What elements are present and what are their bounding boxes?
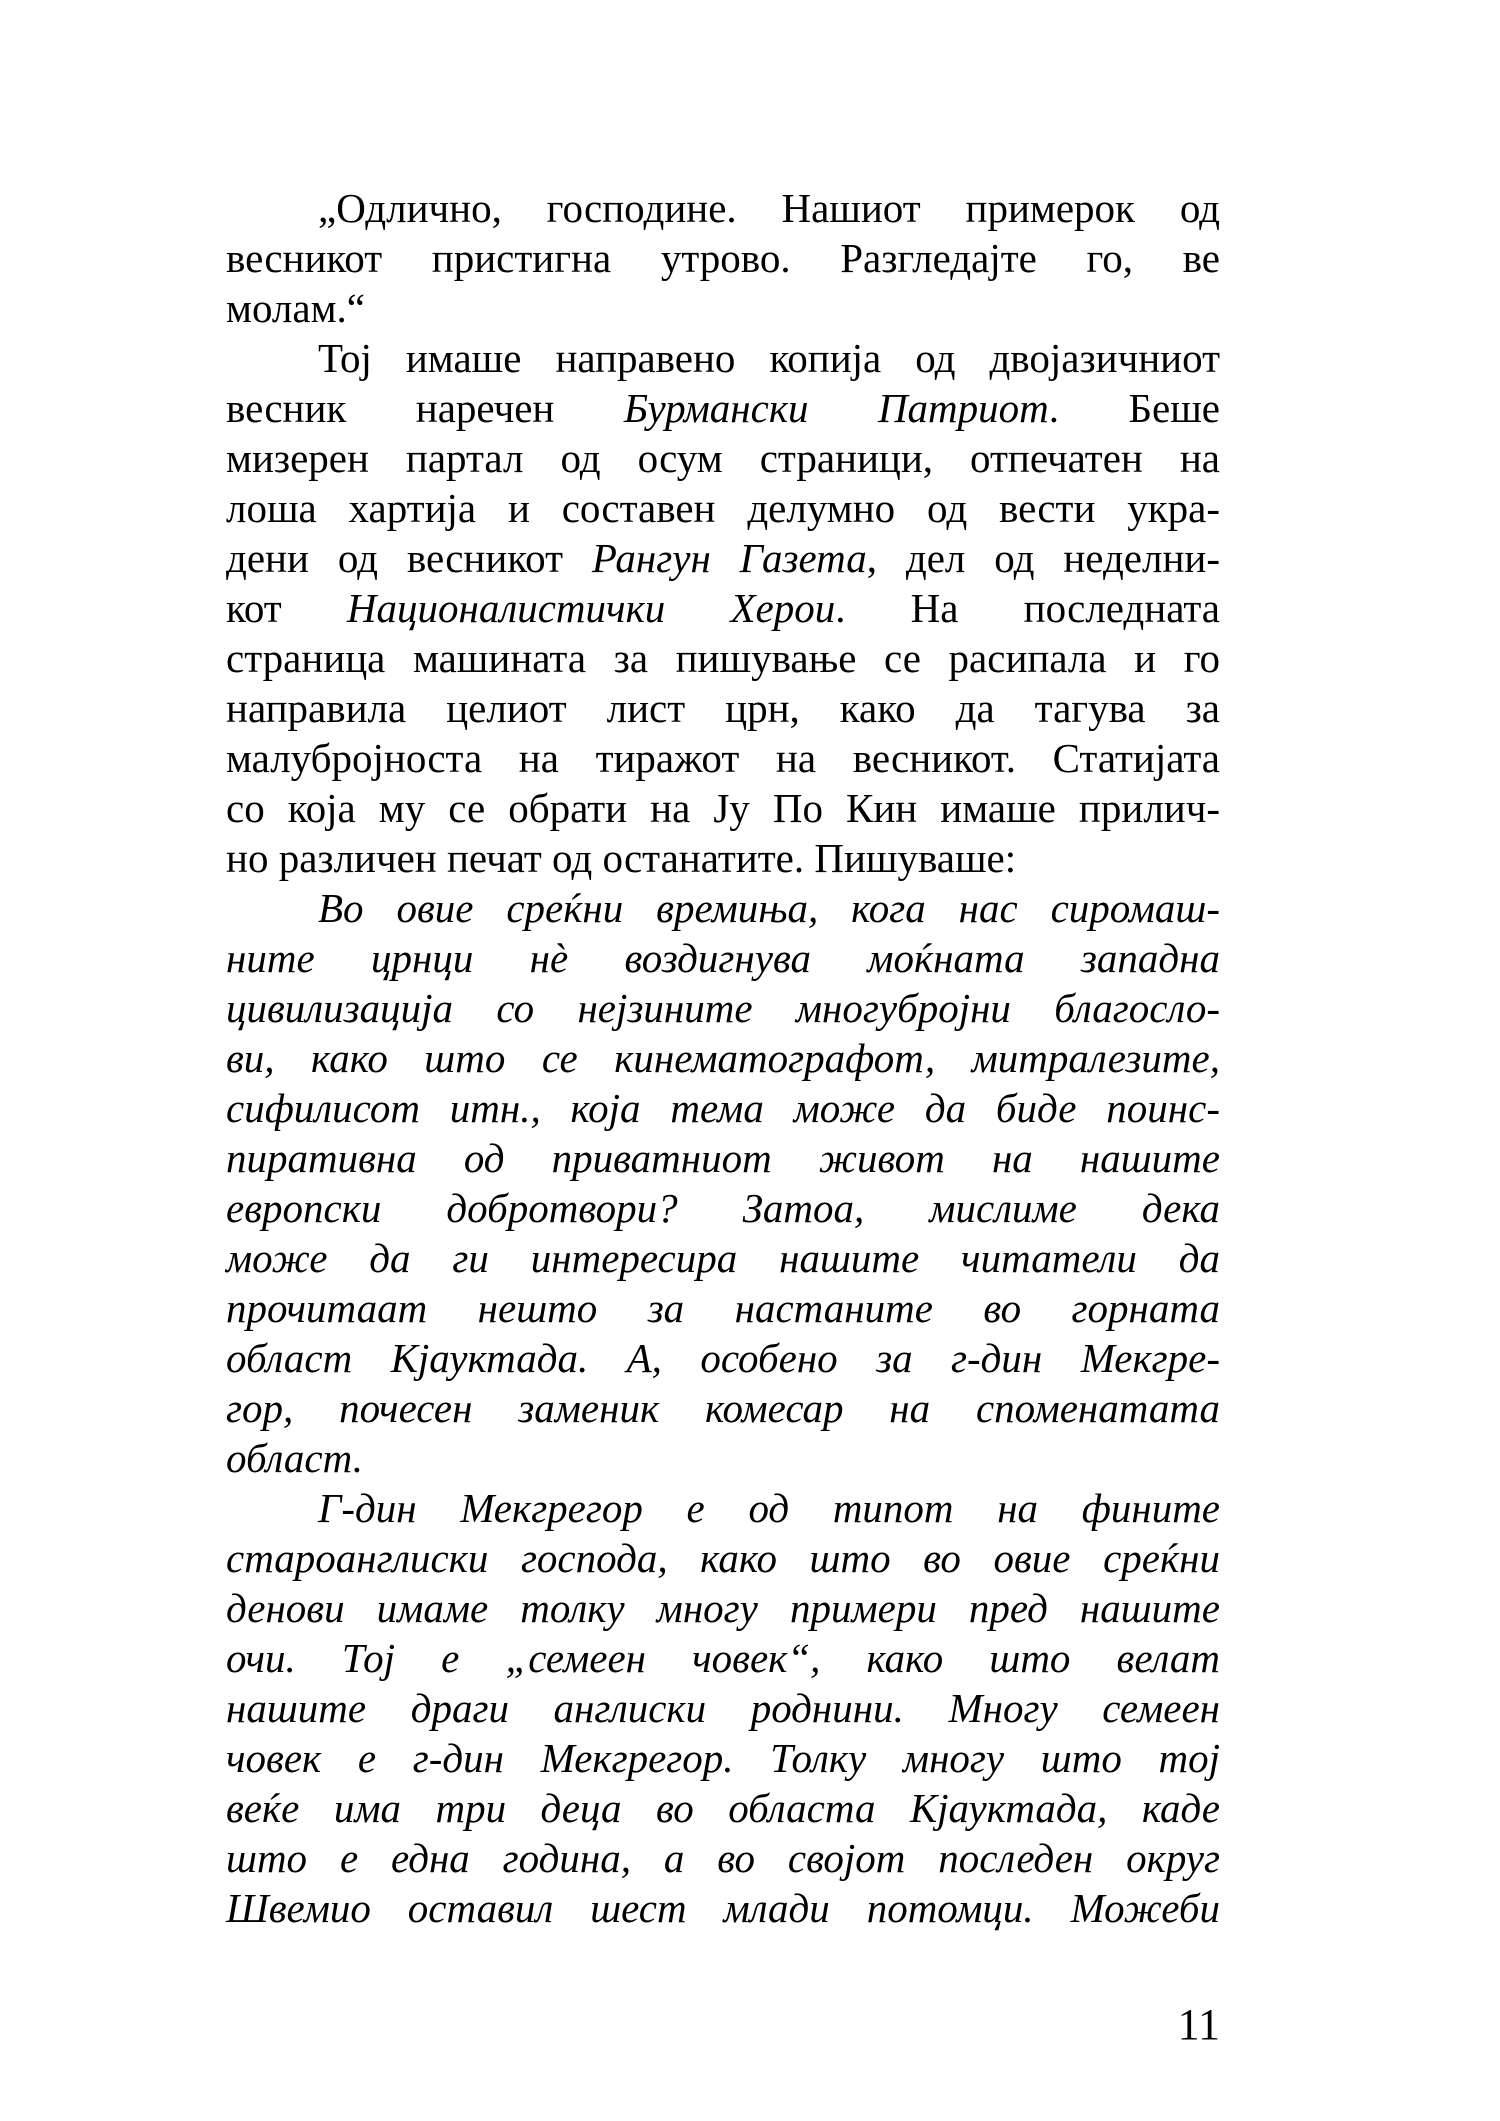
text-run: може да ги интересира нашите читатели да xyxy=(226,1235,1220,1281)
text-run: староанглиски господа, како што во овие среќни xyxy=(226,1535,1220,1581)
text-run: но различен печат од останатите. Пишуваше: xyxy=(226,835,1017,881)
text-run: ните црнци нѐ воздигнува моќната западна xyxy=(226,935,1220,981)
text-run: Во овие среќни времиња, кога нас сиромаш- xyxy=(318,885,1220,931)
text-line xyxy=(226,1283,1220,1333)
text-run: , дел од неделни- xyxy=(866,535,1220,581)
text-line xyxy=(226,1233,1220,1283)
text-run: Г-дин Мекгрегор е од типот на фините xyxy=(318,1485,1220,1531)
text-run: . На последната xyxy=(835,585,1220,631)
text-line xyxy=(226,383,1220,433)
text-run: нашите драги англиски роднини. Многу семеен xyxy=(226,1685,1220,1731)
text-run: човек е г-дин Мекгрегор. Толку многу што тој xyxy=(226,1735,1220,1781)
italic-text-run: Рангун Газета xyxy=(591,535,867,581)
text-run: Тој имаше направено копија од двојазичниот xyxy=(318,335,1220,381)
text-line xyxy=(226,1033,1220,1083)
text-line xyxy=(226,583,1220,633)
text-run: прочитаат нешто за настаните во горната xyxy=(226,1285,1220,1331)
text-run: сифилисот итн., која тема може да биде поинс- xyxy=(226,1085,1220,1131)
text-line xyxy=(226,683,1220,733)
text-run: . Беше xyxy=(1048,385,1220,431)
text-line xyxy=(226,933,1220,983)
text-line xyxy=(226,1683,1220,1733)
text-line xyxy=(226,483,1220,533)
text-line xyxy=(226,1783,1220,1833)
text-line xyxy=(226,983,1220,1033)
text-run: страница машината за пишување се расипала и го xyxy=(226,635,1220,681)
text-run: Швемио оставил шест млади потомци. Можеби xyxy=(226,1885,1220,1931)
text-run: со која му се обрати на Ју По Кин имаше прилич- xyxy=(226,785,1220,831)
text-run: област. xyxy=(226,1435,363,1481)
text-run: гор, почесен заменик комесар на споменатата xyxy=(226,1385,1220,1431)
text-run: лоша хартија и составен делумно од вести укра- xyxy=(226,485,1220,531)
text-line xyxy=(226,1733,1220,1783)
text-run: европски добротвори? Затоа, мислиме дека xyxy=(226,1185,1220,1231)
text-run: малубројноста на тиражот на весникот. Статијата xyxy=(226,735,1220,781)
text-run: област Кјауктада. А, особено за г-дин Мекгре- xyxy=(226,1335,1220,1381)
text-run: молам.“ xyxy=(226,285,365,331)
text-line xyxy=(226,1383,1220,1433)
text-line xyxy=(226,1433,1220,1483)
text-run: веќе има три деца во областа Кјауктада, каде xyxy=(226,1785,1220,1831)
text-line xyxy=(226,183,1220,233)
italic-text-run: Бурмански Патриот xyxy=(623,385,1049,431)
text-run: ви, како што се кинематографот, митралезите, xyxy=(226,1035,1220,1081)
text-run: дени од весникот xyxy=(226,535,592,581)
text-run: што е една година, а во својот последен округ xyxy=(226,1835,1220,1881)
page-number: 11 xyxy=(1177,2000,1220,2049)
text-line xyxy=(226,1533,1220,1583)
text-run: направила целиот лист црн, како да тагува за xyxy=(226,685,1220,731)
text-run: цивилизација со нејзините многубројни благосло- xyxy=(226,985,1220,1031)
italic-text-run: Националистички Херои xyxy=(346,585,836,631)
text-line xyxy=(226,1183,1220,1233)
text-line xyxy=(226,283,1220,333)
text-line xyxy=(226,1633,1220,1683)
text-line xyxy=(226,783,1220,833)
text-run: мизерен партал од осум страници, отпечатен на xyxy=(226,435,1220,481)
text-run: „Одлично, господине. Нашиот примерок од xyxy=(318,185,1220,231)
text-run: пиративна од приватниот живот на нашите xyxy=(226,1135,1220,1181)
text-line xyxy=(226,883,1220,933)
text-line xyxy=(226,633,1220,683)
text-line xyxy=(226,1583,1220,1633)
text-block xyxy=(226,183,1220,1933)
text-line xyxy=(226,333,1220,383)
text-run: весник наречен xyxy=(226,385,624,431)
text-line xyxy=(226,1083,1220,1133)
text-line xyxy=(226,533,1220,583)
text-line xyxy=(226,833,1220,883)
text-run: весникот пристигна утрово. Разгледајте го, ве xyxy=(226,235,1220,281)
text-line xyxy=(226,1133,1220,1183)
text-line xyxy=(226,433,1220,483)
text-line xyxy=(226,1883,1220,1933)
text-run: очи. Тој е „семеен човек“, како што велат xyxy=(226,1635,1220,1681)
text-run: кот xyxy=(226,585,347,631)
text-run: денови имаме толку многу примери пред нашите xyxy=(226,1585,1220,1631)
text-line xyxy=(226,233,1220,283)
text-line xyxy=(226,1333,1220,1383)
text-line xyxy=(226,1483,1220,1533)
text-line xyxy=(226,733,1220,783)
text-line xyxy=(226,1833,1220,1883)
